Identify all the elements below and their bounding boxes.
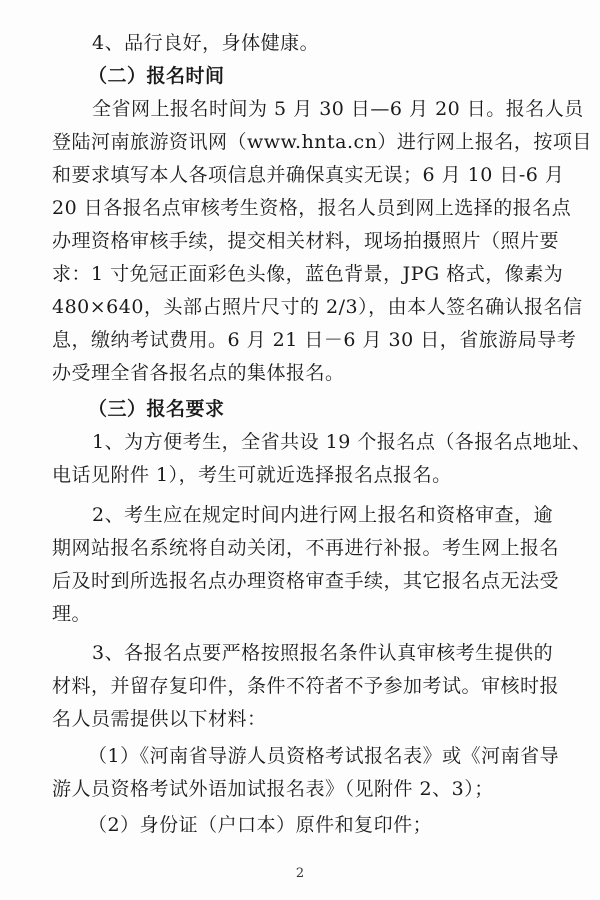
paragraph-line: 求：1 寸免冠正面彩色头像，蓝色背景，JPG 格式，像素为 bbox=[52, 263, 564, 285]
section-heading-registration-requirements: （三）报名要求 bbox=[88, 398, 225, 420]
paragraph-line: 办理资格审核手续，提交相关材料，现场拍摄照片（照片要 bbox=[52, 230, 560, 252]
page-number: 2 bbox=[295, 866, 305, 881]
paragraph-line: 3、各报名点要严格按照报名条件认真审核考生提供的 bbox=[92, 642, 554, 664]
paragraph-line: 理。 bbox=[52, 603, 92, 625]
paragraph-line: 全省网上报名时间为 5 月 30 日—6 月 20 日。报名人员 bbox=[92, 98, 584, 120]
paragraph-line: 办受理全省各报名点的集体报名。 bbox=[52, 362, 345, 384]
paragraph-line: 2、考生应在规定时间内进行网上报名和资格审查，逾 bbox=[92, 504, 554, 526]
section-heading-registration-time: （二）报名时间 bbox=[88, 65, 225, 87]
paragraph-line: 电话见附件 1），考生可就近选择报名点报名。 bbox=[52, 464, 452, 486]
list-item-id-card: （2）身份证（户口本）原件和复印件； bbox=[88, 814, 433, 836]
paragraph-line: 息，缴纳考试费用。6 月 21 日－6 月 30 日，省旅游局导考 bbox=[52, 329, 577, 351]
paragraph-line: 后及时到所选报名点办理资格审查手续，其它报名点无法受 bbox=[52, 570, 560, 592]
paragraph-line: 游人员资格考试外语加试报名表》（见附件 2、3）； bbox=[52, 778, 494, 800]
paragraph-line: 期网站报名系统将自动关闭，不再进行补报。考生网上报名 bbox=[52, 537, 560, 559]
paragraph-line: 1、为方便考生，全省共设 19 个报名点（各报名点地址、 bbox=[92, 431, 592, 453]
list-item-registration-form: （1）《河南省导游人员资格考试报名表》或《河南省导 bbox=[88, 745, 560, 767]
paragraph-line: 20 日各报名点审核考生资格，报名人员到网上选择的报名点 bbox=[52, 197, 572, 219]
paragraph-line: 和要求填写本人各项信息并确保真实无误；6 月 10 日-6 月 bbox=[52, 164, 565, 186]
paragraph-line: 登陆河南旅游资讯网（www.hnta.cn）进行网上报名，按项目 bbox=[52, 131, 592, 153]
item-4-health: 4、品行良好，身体健康。 bbox=[92, 32, 320, 54]
paragraph-line: 480×640，头部占照片尺寸的 2/3），由本人签名确认报名信 bbox=[52, 296, 583, 318]
paragraph-line: 材料，并留存复印件，条件不符者不予参加考试。审核时报 bbox=[52, 675, 560, 697]
paragraph-line: 名人员需提供以下材料： bbox=[52, 708, 267, 730]
